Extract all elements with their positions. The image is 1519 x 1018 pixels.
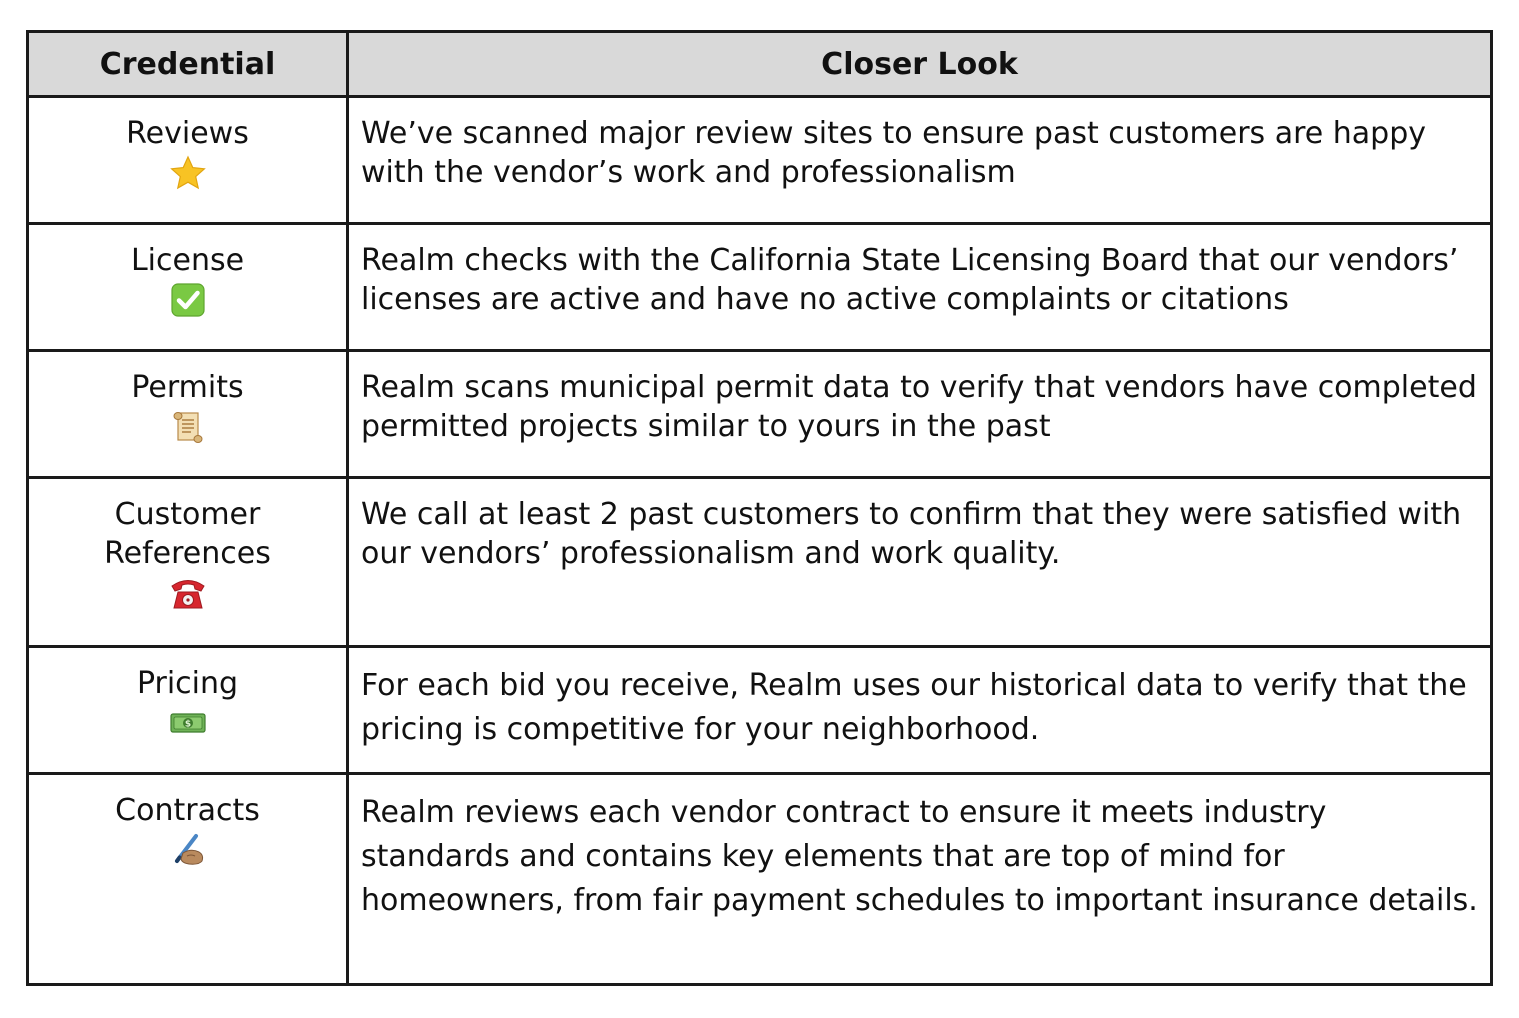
credential-cell bbox=[28, 478, 348, 647]
credentials-table bbox=[26, 30, 1493, 986]
check-mark-button-icon bbox=[37, 282, 338, 321]
credential-label: Pricing bbox=[136, 666, 239, 701]
table-row bbox=[28, 774, 1492, 985]
star-icon bbox=[37, 155, 338, 194]
credential-cell bbox=[28, 97, 348, 224]
credential-cell bbox=[28, 774, 348, 985]
credential-label: Permits bbox=[131, 370, 244, 405]
table-row bbox=[28, 478, 1492, 647]
credential-cell bbox=[28, 351, 348, 478]
telephone-icon bbox=[37, 575, 338, 614]
credentials-table-container bbox=[26, 30, 1490, 986]
description-cell: Realm checks with the California State Licensing Board that our vendors’ licenses are active and have no active complaints or citations bbox=[348, 224, 1492, 351]
credential-cell bbox=[28, 224, 348, 351]
header-closer-look: Closer Look bbox=[348, 32, 1492, 97]
scroll-icon bbox=[37, 409, 338, 448]
header-credential: Credential bbox=[28, 32, 348, 97]
credential-cell bbox=[28, 647, 348, 774]
description-cell: We’ve scanned major review sites to ensure past customers are happy with the vendor’s work and professionalism bbox=[348, 97, 1492, 224]
table-row bbox=[28, 351, 1492, 478]
svg-text:$: $ bbox=[184, 719, 191, 730]
table-row bbox=[28, 224, 1492, 351]
writing-hand-icon bbox=[37, 832, 338, 871]
description-cell: Realm scans municipal permit data to verify that vendors have completed permitted projects similar to yours in the past bbox=[348, 351, 1492, 478]
table-row bbox=[28, 97, 1492, 224]
credential-label: Reviews bbox=[126, 116, 249, 151]
description-cell: For each bid you receive, Realm uses our historical data to verify that the pricing is competitive for your neighborhood. bbox=[348, 647, 1492, 774]
credential-label: Contracts bbox=[115, 793, 260, 828]
credential-label: Customer References bbox=[104, 497, 271, 571]
table-row bbox=[28, 647, 1492, 774]
description-cell: Realm reviews each vendor contract to ensure it meets industry standards and contains key elements that are top of mind for homeowners, from fair payment schedules to important insurance details. bbox=[348, 774, 1492, 985]
description-cell: We call at least 2 past customers to confirm that they were satisfied with our vendors’ professionalism and work quality. bbox=[348, 478, 1492, 647]
dollar-banknote-icon bbox=[37, 705, 338, 744]
credential-label: License bbox=[130, 243, 245, 278]
header-row bbox=[28, 32, 1492, 97]
